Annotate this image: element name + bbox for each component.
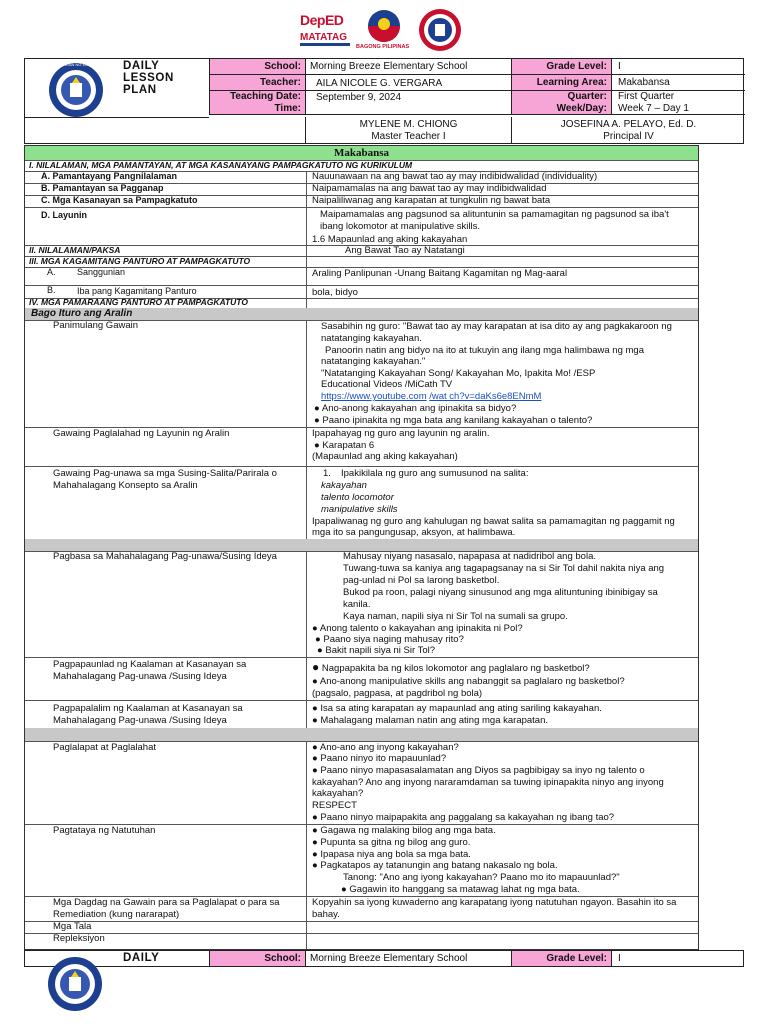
layunin-line-3: 1.6 Mapaunlad ang aking kakayahan bbox=[312, 234, 468, 245]
pagpapaunlad-label-2: Mahahalagang Pag-unawa /Susing Ideya bbox=[53, 671, 227, 682]
pagtataya-line-3: ● Ipapasa niya ang bola sa mga bata. bbox=[312, 849, 471, 860]
pagunawa-word-1: kakayahan bbox=[321, 480, 367, 491]
pagbasa-line-2: Tuwang-tuwa sa kaniya ang tagapagsanay na si Sir Tol dahil nakita niya ang bbox=[343, 563, 665, 574]
panimula-line-1: Sasabihin ng guro: "Bawat tao ay may karapatan at isa dito ay ang pagkakaroon ng bbox=[321, 321, 672, 332]
pagunawa-explain-2: mga ito sa pangungusap, aksyon, at halimbawa. bbox=[312, 527, 516, 538]
video-link[interactable] bbox=[321, 391, 541, 402]
teacher-value: AILA NICOLE G. VERGARA bbox=[305, 75, 511, 91]
panimula-line-2: natatanging kakayahan. bbox=[321, 333, 422, 344]
pagtataya-line-4: ● Pagkatapos ay tatanungin ang batang nakasalo ng bola. bbox=[312, 860, 558, 871]
bagong-pilipinas-text: BAGONG PILIPINAS bbox=[356, 44, 410, 50]
school-label: School: bbox=[209, 59, 305, 75]
paglalahad-line-2: ● Karapatan 6 bbox=[314, 440, 375, 451]
footer-grade-value: I bbox=[611, 951, 745, 966]
pagpapalalim-label-2: Mahahalagang Pag-unawa /Susing Ideya bbox=[53, 715, 227, 726]
principal bbox=[511, 117, 745, 143]
footer-deped-seal bbox=[46, 955, 104, 1013]
quarter-label bbox=[511, 91, 611, 115]
paglalapat-line-5: kakayahan? bbox=[312, 788, 364, 799]
pagtataya-label: Pagtataya ng Natutuhan bbox=[53, 825, 156, 836]
master-teacher-title: Master Teacher I bbox=[371, 131, 446, 142]
deped-seal bbox=[47, 61, 108, 119]
footer-grade-label: Grade Level: bbox=[511, 951, 611, 966]
section-1-heading: I. NILALAMAN, MGA PAMANTAYAN, AT MGA KASANAYANG PAMPAGKATUTO NG KURIKULUM bbox=[29, 160, 413, 170]
master-teacher-name: MYLENE M. CHIONG bbox=[359, 119, 458, 130]
pagunawa-word-2: talento locomotor bbox=[321, 492, 394, 503]
panimula-line-4: natatanging kakayahan." bbox=[321, 356, 426, 367]
time-label: Time: bbox=[274, 103, 301, 114]
pagbasa-line-3: pag-unlad ni Pol sa larong basketbol. bbox=[343, 575, 500, 586]
panimulang-gawain-label: Panimulang Gawain bbox=[53, 320, 139, 331]
pagunawa-word-3: manipulative skills bbox=[321, 504, 398, 515]
pagtataya-line-6: ● Gagawin ito hanggang sa matawag lahat ng mga bata. bbox=[341, 884, 580, 895]
pagbasa-bullet-1: ● Anong talento o kakayahan ang ipinakita ni Pol? bbox=[312, 623, 523, 634]
page-title-line-2: LESSON bbox=[123, 72, 174, 84]
paglalapat-line-7: ● Paano ninyo maipapakita ang paggalang sa kakayahan ng ibang tao? bbox=[312, 812, 615, 823]
week-day-label: Week/Day: bbox=[556, 103, 607, 114]
top-logos bbox=[300, 8, 462, 52]
principal-title: Principal IV bbox=[603, 131, 654, 142]
sanggunian-label: Sanggunian bbox=[77, 267, 126, 277]
dagdag-label-1: Mga Dagdag na Gawain para sa Paglalapat o para sa bbox=[53, 897, 280, 908]
layunin-label: D. Layunin bbox=[41, 210, 88, 220]
teaching-date-label bbox=[209, 91, 305, 115]
learning-area-value: Makabansa bbox=[611, 75, 745, 91]
seal-text: PAGAWARAN NG EDUKASYON bbox=[49, 62, 108, 67]
grade-level-value: I bbox=[611, 59, 745, 75]
teaching-date-value: September 9, 2024 bbox=[305, 91, 511, 115]
pagpapalalim-bullet-2: ● Mahalagang malaman natin ang ating mga karapatan. bbox=[312, 715, 549, 726]
paglalapat-line-1: ● Ano-ano ang inyong kakayahan? bbox=[312, 742, 459, 753]
principal-name: JOSEFINA A. PELAYO, Ed. D. bbox=[560, 119, 697, 130]
pagpapaunlad-note: (pagsalo, pagpasa, at pagdribol ng bola) bbox=[312, 688, 483, 699]
pagtataya-line-5: Tanong: "Ano ang iyong kakayahan? Paano mo ito mapauunlad?" bbox=[343, 872, 620, 883]
iba-pang-kagamitan-label: Iba pang Kagamitang Panturo bbox=[77, 286, 197, 296]
division-seal bbox=[418, 8, 462, 52]
pagunawa-label-2: Mahahalagang Konsepto sa Aralin bbox=[53, 480, 198, 491]
school-value: Morning Breeze Elementary School bbox=[305, 59, 511, 75]
subject-bar: Makabansa bbox=[25, 146, 698, 160]
paglalapat-line-3: ● Paano ninyo mapasasalamatan ang Diyos sa pagbibigay sa inyo ng talento o bbox=[312, 765, 645, 776]
pamantayan-sa-pagganap-value: Naipamamalas na ang bawat tao ay may indibidwalidad bbox=[312, 183, 547, 194]
pagbasa-line-4: Bukod pa roon, palagi niyang sinusunod ang mga alituntuning ibinibigay sa bbox=[343, 587, 658, 598]
pamantayang-pangnilalaman-value: Nauunawaan na ang bawat tao ay may indibidwalidad (individuality) bbox=[312, 171, 598, 182]
pamantayang-pangnilalaman-label: A. Pamantayang Pangnilalaman bbox=[41, 171, 178, 181]
paglalapat-label: Paglalapat at Paglalahat bbox=[53, 742, 156, 753]
sanggunian-value: Araling Panlipunan -Unang Baitang Kagamitan ng Mag-aaral bbox=[312, 268, 568, 279]
pagunawa-explain-1: Ipapaliwanag ng guro ang kahulugan ng bawat salita sa pamamagitan ng paggamit ng bbox=[312, 516, 675, 527]
teaching-date-label-1: Teaching Date: bbox=[230, 91, 301, 102]
pagpapaunlad-label-1: Pagpapaunlad ng Kaalaman at Kasanayan sa bbox=[53, 659, 247, 670]
pagbasa-bullet-2: ● Paano siya naging mahusay rito? bbox=[315, 634, 464, 645]
pagbasa-line-5: kanila. bbox=[343, 599, 371, 610]
section-3-heading: III. MGA KAGAMITANG PANTURO AT PAMPAGKATUTO bbox=[29, 256, 251, 266]
quarter-label-1: Quarter: bbox=[567, 91, 607, 102]
pagbasa-line-1: Mahusay niyang nasasalo, napapasa at nadidribol ang bola. bbox=[343, 551, 596, 562]
pagunawa-number: 1. bbox=[323, 468, 331, 479]
panimula-bullet-2: ● Paano ipinakita ng mga bata ang kanilang kakayahan o talento? bbox=[314, 415, 593, 426]
footer-title: DAILY bbox=[123, 952, 160, 964]
pagtataya-line-2: ● Pupunta sa gitna ng bilog ang guro. bbox=[312, 837, 471, 848]
repleksiyon-label: Repleksiyon bbox=[53, 933, 105, 944]
dagdag-line-1: Kopyahin sa iyong kuwaderno ang karapatang iyong natutuhan ngayon. Basahin ito sa bbox=[312, 897, 677, 908]
grade-level-label: Grade Level: bbox=[511, 59, 611, 75]
lesson-table bbox=[24, 145, 699, 950]
pagunawa-label-1: Gawaing Pag-unawa sa mga Susing-Salita/Parirala o bbox=[53, 468, 277, 479]
quarter-value bbox=[611, 91, 745, 115]
kasanayan-label: C. Mga Kasanayan sa Pampagkatuto bbox=[41, 195, 198, 205]
kasanayan-value: Naipaliliwanag ang karapatan at tungkulin ng bawat bata bbox=[312, 195, 551, 206]
footer-table bbox=[24, 950, 744, 967]
layunin-line-1: Maipamamalas ang pagsunod sa alituntunin sa pamamagitan ng pagsunod sa iba't bbox=[320, 209, 669, 220]
page-title-line-3: PLAN bbox=[123, 84, 157, 96]
pagbasa-bullet-3: ● Bakit napili siya ni Sir Tol? bbox=[317, 645, 436, 656]
pagpapaunlad-bullet-1: ● Nagpapakita ba ng kilos lokomotor ang paglalaro ng basketbol? bbox=[312, 660, 590, 674]
dagdag-line-2: bahay. bbox=[312, 909, 340, 920]
layunin-line-2: ibang lokomotor at manipulative skills. bbox=[320, 221, 480, 232]
bago-ituro-heading: Bago Ituro ang Aralin bbox=[31, 308, 133, 319]
bagong-pilipinas-logo bbox=[356, 8, 410, 52]
week-day-value: Week 7 – Day 1 bbox=[618, 103, 689, 114]
learning-area-label: Learning Area: bbox=[511, 75, 611, 91]
page-title-line-1: DAILY bbox=[123, 60, 160, 72]
paglalapat-line-6: RESPECT bbox=[312, 800, 357, 811]
footer-school-value: Morning Breeze Elementary School bbox=[305, 951, 511, 966]
deped-matatag-logo bbox=[300, 12, 354, 50]
deped-logo-text: DepED bbox=[300, 12, 344, 28]
iba-pang-kagamitan-value: bola, bidyo bbox=[312, 287, 358, 298]
footer-school-label: School: bbox=[209, 951, 305, 966]
pamantayan-sa-pagganap-label: B. Pamantayan sa Pagganap bbox=[41, 183, 164, 193]
matatag-logo-text: MATATAG bbox=[300, 32, 348, 43]
pagtataya-line-1: ● Gagawa ng malaking bilog ang mga bata. bbox=[312, 825, 496, 836]
pagpapalalim-label-1: Pagpapalalim ng Kaalaman at Kasanayan sa bbox=[53, 703, 243, 714]
quarter-value-1: First Quarter bbox=[618, 91, 675, 102]
paksa-value: Ang Bawat Tao ay Natatangi bbox=[345, 245, 465, 256]
video-link-path[interactable]: /wat ch?v=daKs6e8ENmM bbox=[429, 391, 542, 402]
panimula-line-3: Panoorin natin ang bidyo na ito at tukuyin ang ilang mga halimbawa ng mga bbox=[325, 345, 644, 356]
header-table bbox=[24, 58, 744, 144]
section-2-heading: II. NILALAMAN/PAKSA bbox=[29, 245, 121, 255]
pagunawa-intro: Ipakikilala ng guro ang sumusunod na salita: bbox=[341, 468, 529, 479]
paglalahad-line-1: Ipapahayag ng guro ang layunin ng aralin. bbox=[312, 428, 490, 439]
pagpapalalim-bullet-1: ● Isa sa ating karapatan ay mapaunlad ang ating sariling kakayahan. bbox=[312, 703, 602, 714]
dagdag-label-2: Remediation (kung nararapat) bbox=[53, 909, 180, 920]
paglalapat-line-4: kakayahan? Ano ang inyong nararamdaman sa tuwing ipinapakita ninyo ang inyong bbox=[312, 777, 664, 788]
mga-tala-label: Mga Tala bbox=[53, 921, 92, 932]
paglalahad-line-3: (Mapaunlad ang aking kakayahan) bbox=[312, 451, 458, 462]
sanggunian-number: A. bbox=[47, 267, 56, 277]
panimula-bullet-1: ● Ano-anong kakayahan ang ipinakita sa bidyo? bbox=[314, 403, 517, 414]
paglalahad-label: Gawaing Paglalahad ng Layunin ng Aralin bbox=[53, 428, 230, 439]
panimula-line-6: Educational Videos /MiCath TV bbox=[321, 379, 453, 390]
video-link-host[interactable]: https://www.youtube.com bbox=[321, 391, 427, 402]
panimula-line-5: "Natatanging Kakayahan Song/ Kakayahan Mo, Ipakita Mo! /ESP bbox=[321, 368, 596, 379]
iba-pang-kagamitan-number: B. bbox=[47, 285, 56, 295]
pagbasa-line-6: Kaya naman, napili siya ni Sir Tol na sumali sa grupo. bbox=[343, 611, 568, 622]
pagbasa-label: Pagbasa sa Mahahalagang Pag-unawa/Susing Ideya bbox=[53, 551, 277, 562]
paglalapat-line-2: ● Paano ninyo ito mapauunlad? bbox=[312, 753, 447, 764]
master-teacher bbox=[305, 117, 511, 143]
teacher-label: Teacher: bbox=[209, 75, 305, 91]
section-4-heading: IV. MGA PAMARAANG PANTURO AT PAMPAGKATUTO bbox=[29, 297, 248, 307]
pagpapaunlad-bullet-2: ● Ano-anong manipulative skills ang nabanggit sa paglalaro ng basketbol? bbox=[312, 676, 625, 687]
